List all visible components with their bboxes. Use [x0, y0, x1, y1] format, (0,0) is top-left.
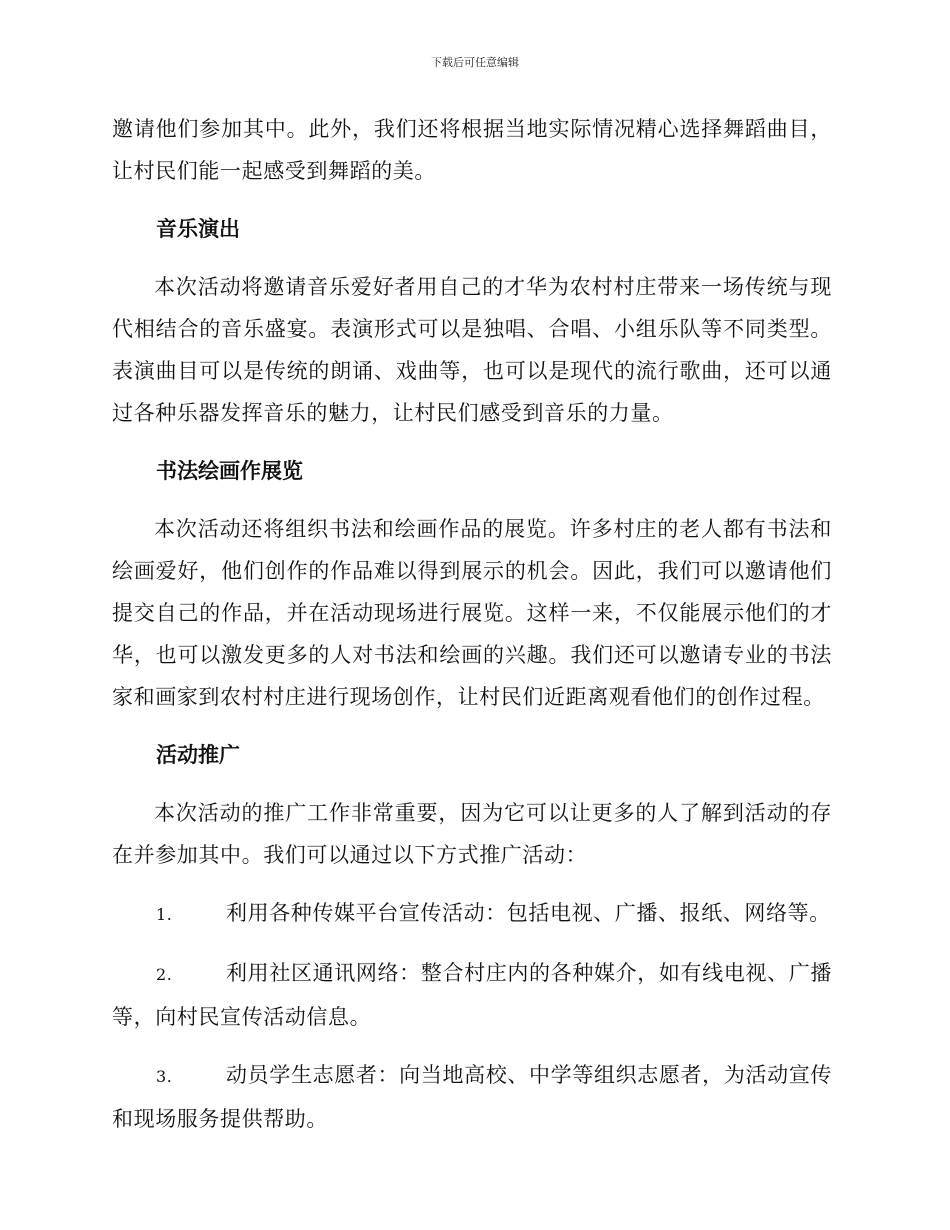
paragraph-promotion: 本次活动的推广工作非常重要，因为它可以让更多的人了解到活动的存在并参加其中。我们可以通过以下方式推广活动：: [112, 801, 832, 867]
heading-calligraphy: 书法绘画作展览: [156, 458, 303, 483]
list-number: 3.: [156, 1067, 173, 1086]
list-text: 利用社区通讯网络：整合村庄内的各种媒介，如有线电视、广播等，向村民宣传活动信息。: [112, 961, 832, 1029]
list-text: 动员学生志愿者：向当地高校、中学等组织志愿者，为活动宣传和现场服务提供帮助。: [112, 1063, 832, 1131]
list-number: 2.: [156, 965, 173, 984]
heading-music: 音乐演出: [156, 216, 240, 241]
list-text: 利用各种传媒平台宣传活动：包括电视、广播、报纸、网络等。: [226, 901, 831, 925]
document-body: [112, 108, 832, 1140]
list-item: [112, 1054, 832, 1140]
list-item: [112, 892, 832, 936]
heading-promotion: 活动推广: [156, 742, 240, 767]
paragraph-calligraphy: 本次活动还将组织书法和绘画作品的展览。许多村庄的老人都有书法和绘画爱好，他们创作的作品难以得到展示的机会。因此，我们可以邀请他们提交自己的作品，并在活动现场进行展览。这样一来，不仅能展示他们的才华，也可以激发更多的人对书法和绘画的兴趣。我们还可以邀请专业的书法家和画家到农村村庄进行现场创作，让村民们近距离观看他们的创作过程。: [112, 517, 832, 709]
list-number: 1.: [156, 905, 173, 924]
list-item: [112, 952, 832, 1038]
paragraph-music: 本次活动将邀请音乐爱好者用自己的才华为农村村庄带来一场传统与现代相结合的音乐盛宴。表演形式可以是独唱、合唱、小组乐队等不同类型。表演曲目可以是传统的朗诵、戏曲等，也可以是现代的流行歌曲，还可以通过各种乐器发挥音乐的魅力，让村民们感受到音乐的力量。: [112, 275, 832, 425]
header-note: 下载后可任意编辑: [431, 56, 519, 69]
paragraph-intro: 邀请他们参加其中。此外，我们还将根据当地实际情况精心选择舞蹈曲目，让村民们能一起感受到舞蹈的美。: [112, 117, 832, 183]
